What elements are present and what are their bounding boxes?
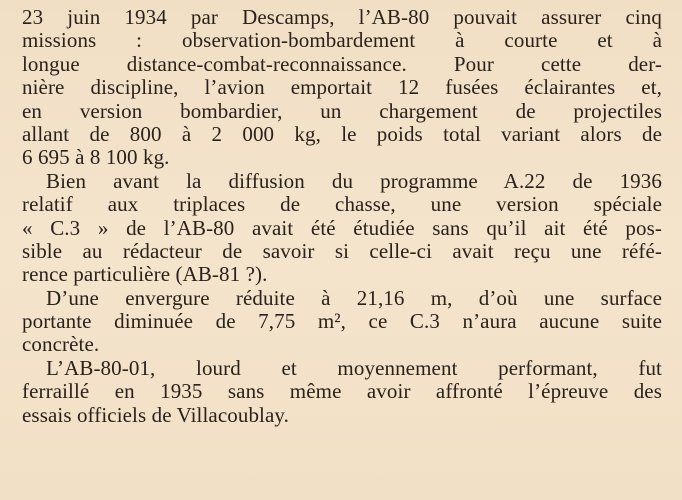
article-text <box>22 6 662 427</box>
text-line: nière discipline, l’avion emportait 12 fusées éclairantes et, <box>22 76 662 100</box>
text-line: Bien avant la diffusion du programme A.22 de 1936 <box>46 169 662 193</box>
text-line: 23 juin 1934 par Descamps, l’AB-80 pouvait assurer cinq <box>22 6 662 29</box>
text-line: portante diminuée de 7,75 m², ce C.3 n’aura aucune suite <box>22 310 662 334</box>
text-line: essais officiels de Villacoublay. <box>22 403 289 427</box>
text-line: relatif aux triplaces de chasse, une version spéciale <box>22 193 662 217</box>
text-line: 6 695 à 8 100 kg. <box>22 146 170 170</box>
text-line: missions : observation-bombardement à courte et à <box>22 29 662 53</box>
text-line: rence particulière (AB-81 ?). <box>22 263 268 287</box>
text-line: ferraillé en 1935 sans même avoir affronté l’épreuve des <box>22 380 662 404</box>
text-line: en version bombardier, un chargement de projectiles <box>22 99 662 123</box>
text-line: L’AB-80-01, lourd et moyennement performant, fut <box>46 356 662 380</box>
text-line: concrète. <box>22 333 100 357</box>
text-line: longue distance-combat-reconnaissance. Pour cette der- <box>22 52 662 76</box>
text-line: D’une envergure réduite à 21,16 m, d’où une surface <box>46 286 662 310</box>
text-line: « C.3 » de l’AB-80 avait été étudiée sans qu’il ait été pos- <box>22 216 662 240</box>
text-line: sible au rédacteur de savoir si celle-ci avait reçu une réfé- <box>22 239 662 263</box>
text-line: allant de 800 à 2 000 kg, le poids total variant alors de <box>22 122 662 146</box>
